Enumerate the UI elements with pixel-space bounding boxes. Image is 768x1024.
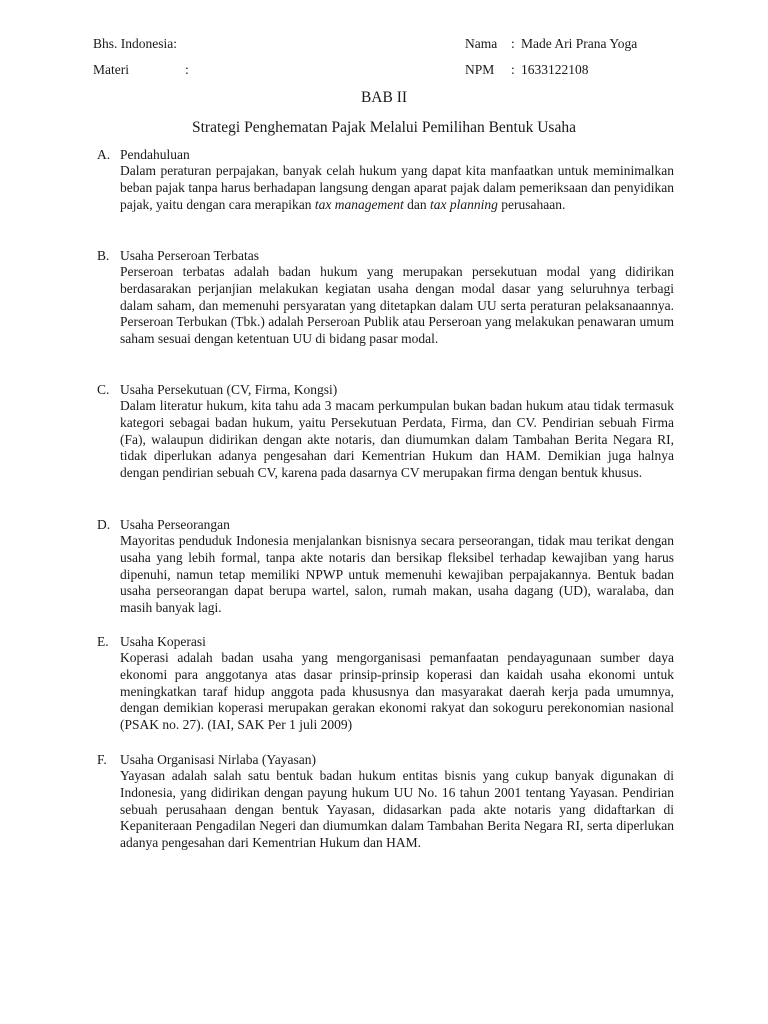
npm-value: 1633122108 xyxy=(521,62,589,77)
section-letter: A. xyxy=(97,147,111,162)
nama-colon: : xyxy=(511,36,515,51)
section-body: Dalam literatur hukum, kita tahu ada 3 macam perkumpulan bukan badan hukum atau tidak termasuk kategori sebagai badan hukum, yaitu Persekutuan Perdata, Firma, dan CV. Pendirian sebuah Firma (Fa), walaupun didirikan dengan akte notaris, dan diumumkan dalam Tambahan Berita Negara RI, tidak diperlukan adanya pengesahan dari Kementrian Hukum dan HAM. Demikian juga halnya dengan pendirian sebuah CV, karena pada dasarnya CV merupakan firma dengan bentuk khusus. xyxy=(120,398,674,481)
italic-term: tax management xyxy=(314,196,404,212)
nama-label: Nama xyxy=(465,36,498,51)
section-title: Usaha Organisasi Nirlaba (Yayasan) xyxy=(120,752,316,767)
subject-label: Bhs. Indonesia: xyxy=(93,36,177,51)
section-body: Mayoritas penduduk Indonesia menjalankan bisnisnya secara perseorangan, tidak mau terikat dengan usaha yang lebih formal, tanpa akte notaris dan bersikap fleksibel terhadap kewajiban yang harus dipenuhi, namun tetap memiliki NPWP untuk memenuhi kewajiban perpajakannya. Bentuk badan usaha perseorangan dapat berupa wartel, salon, rumah makan, usaha dagang (UD), waralaba, dan masih banyak lagi. xyxy=(120,533,674,616)
body-text: Dalam peraturan perpajakan, banyak celah hukum yang dapat kita manfaatkan untuk meminimalkan beban pajak tanpa harus berhadapan langsung dengan aparat pajak dalam pemeriksaan dan penyidikan pajak, yaitu dengan cara merapikan xyxy=(120,163,674,212)
page-title: Strategi Penghematan Pajak Melalui Pemilihan Bentuk Usaha xyxy=(192,119,576,136)
body-text: dan xyxy=(403,196,431,212)
section-title: Usaha Perseorangan xyxy=(120,517,230,532)
section-heading xyxy=(97,146,677,163)
section-heading xyxy=(97,751,677,768)
section-title: Pendahuluan xyxy=(120,147,190,162)
section-letter: C. xyxy=(97,382,110,397)
section-title: Usaha Koperasi xyxy=(120,634,206,649)
section-letter: B. xyxy=(97,248,110,263)
materi-colon: : xyxy=(185,62,189,77)
materi-label: Materi xyxy=(93,62,129,77)
section-e xyxy=(97,633,677,734)
section-d xyxy=(97,516,677,617)
section-letter: D. xyxy=(97,517,111,532)
section-letter: E. xyxy=(97,634,109,649)
header-row-materi xyxy=(93,61,693,79)
section-body: Perseroan terbatas adalah badan hukum yang merupakan persekutuan modal yang didirikan berdasarakan perjanjian melakukan kegiatan usaha dengan modal dasar yang seluruhnya terbagi dalam saham, dan memenuhi persyaratan yang ditetapkan dalam UU serta peraturan pelaksanaannya. Perseroan Terbukan (Tbk.) adalah Perseroan Publik atau Perseroan yang melakukan penawaran umum saham sesuai dengan ketentuan UU di bidang pasar modal. xyxy=(120,264,674,347)
section-b xyxy=(97,247,677,348)
section-title: Usaha Persekutuan (CV, Firma, Kongsi) xyxy=(120,382,338,397)
section-heading xyxy=(97,516,677,533)
section-body: Koperasi adalah badan usaha yang mengorganisasi pemanfaatan pendayagunaan sumber daya ekonomi para anggotanya atas dasar prinsip-prinsip koperasi dan kaidah usaha ekonomi untuk meningkatkan taraf hidup anggota pada khususnya dan masyarakat daerah kerja pada umumnya, dengan demikian koperasi merupakan gerakan ekonomi rakyat dan sokoguru perekonomian nasional (PSAK no. 27). (IAI, SAK Per 1 juli 2009) xyxy=(120,650,674,733)
section-f xyxy=(97,751,677,852)
nama-value: Made Ari Prana Yoga xyxy=(521,36,638,51)
section-c xyxy=(97,381,677,482)
chapter-heading: BAB II xyxy=(360,89,408,106)
header-row-subject xyxy=(93,35,693,53)
section-heading xyxy=(97,381,677,398)
section-body xyxy=(120,163,674,213)
body-text: perusahaan. xyxy=(497,196,566,212)
section-title: Usaha Perseroan Terbatas xyxy=(120,248,260,263)
npm-colon: : xyxy=(511,62,515,77)
section-letter: F. xyxy=(97,752,107,767)
section-body: Yayasan adalah salah satu bentuk badan hukum entitas bisnis yang cukup banyak digunakan di Indonesia, yang didirikan dengan payung hukum UU No. 16 tahun 2001 tentang Yayasan. Pendirian sebuah perusahaan dengan bentuk Yayasan, didasarkan pada akte notaris yang didaftarkan di Kepaniteraan Pengadilan Negeri dan diumumkan dalam Tambahan Berita Negara RI, serta diperlukan adanya pengesahan dari Kementrian Hukum dan HAM. xyxy=(120,768,674,851)
section-heading xyxy=(97,247,677,264)
italic-term: tax planning xyxy=(430,196,498,212)
section-a xyxy=(97,146,677,213)
npm-label: NPM xyxy=(465,62,495,77)
section-heading xyxy=(97,633,677,650)
